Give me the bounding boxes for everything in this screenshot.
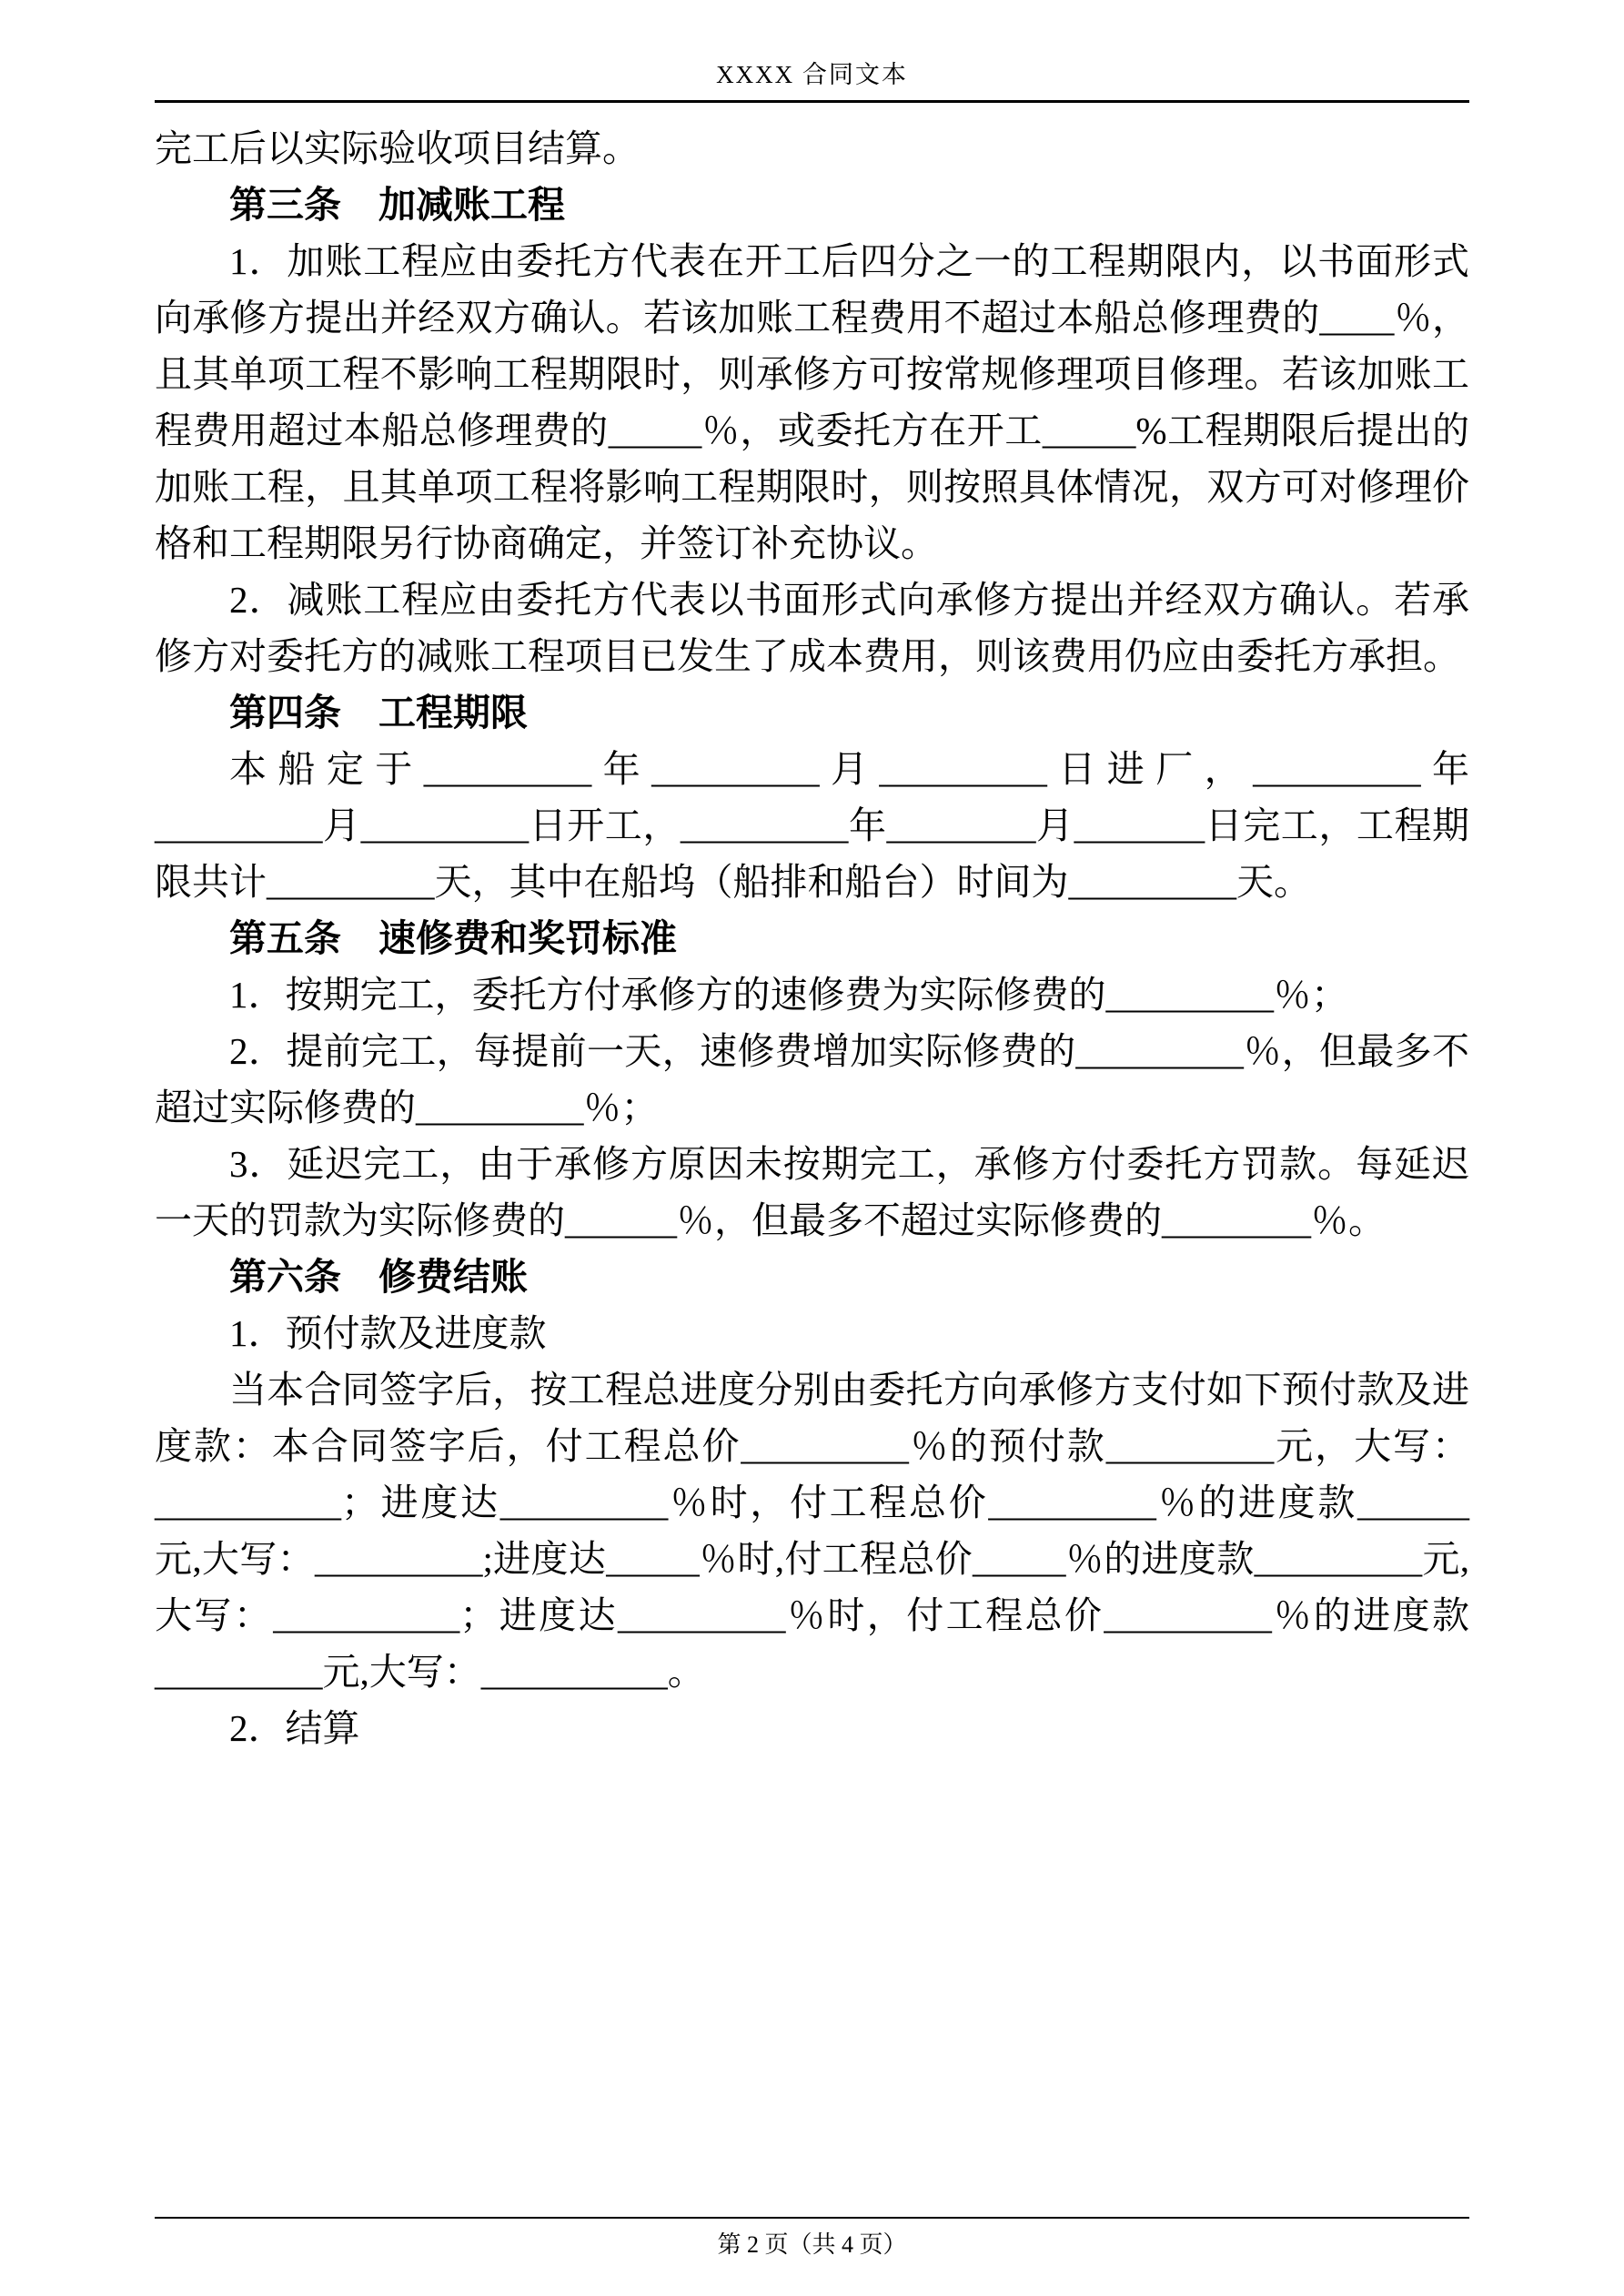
clause-6-item-1: 1．预付款及进度款 (229, 1312, 547, 1354)
clause-5-item-1: 1．按期完工，委托方付承修方的速修费为实际修费的_________％； (229, 974, 1348, 1016)
clause-5-item-3: 3．延迟完工，由于承修方原因未按期完工，承修方付委托方罚款。每延迟一天的罚款为实际修费的______％，但最多不超过实际修费的________％。 (155, 1143, 1469, 1241)
footer-divider (155, 2217, 1469, 2219)
header-divider (155, 100, 1469, 103)
clause-3-item-1: 1．加账工程应由委托方代表在开工后四分之一的工程期限内，以书面形式向承修方提出并经双方确认。若该加账工程费用不超过本船总修理费的____％，且其单项工程不影响工程期限时，则承修方可按常规修理项目修理。若该加账工程费用超过本船总修理费的_____％，或委托方在开工_____%工程期限后提出的加账工程，且其单项工程将影响工程期限时，则按照具体情况，双方可对修理价格和工程期限另行协商确定，并签订补充协议。 (155, 240, 1469, 564)
clause-3-heading: 第三条 加减账工程 (229, 184, 565, 226)
clause-4-heading: 第四条 工程期限 (229, 692, 528, 733)
page-footer (155, 2217, 1469, 2260)
document-body (155, 120, 1469, 1756)
clause-5-heading: 第五条 速修费和奖罚标准 (229, 917, 677, 959)
continuation-text: 完工后以实际验收项目结算。 (155, 127, 640, 169)
clause-6-payment-terms: 当本合同签字后，按工程总进度分别由委托方向承修方支付如下预付款及进度款：本合同签字后，付工程总价_________％的预付款_________元，大写：__________；进度达_________％时，付工程总价_________％的进度款______元,大写：_________;进度达_____％时,付工程总价_____％的进度款_________元,大写：__________；进度达_________％时，付工程总价_________％的进度款_________元,大写：__________。 (155, 1369, 1469, 1693)
clause-5-item-2: 2．提前完工，每提前一天，速修费增加实际修费的_________％，但最多不超过实际修费的_________％； (155, 1030, 1469, 1128)
clause-6-item-2: 2．结算 (229, 1707, 360, 1749)
page-header (155, 0, 1469, 103)
clause-3-item-2: 2．减账工程应由委托方代表以书面形式向承修方提出并经双方确认。若承修方对委托方的减账工程项目已发生了成本费用，则该费用仍应由委托方承担。 (155, 579, 1469, 677)
page-number: 第 2 页（共 4 页） (717, 2231, 907, 2258)
header-title: XXXX 合同文本 (716, 61, 908, 88)
clause-4-schedule-text: 本船定于_________年_________月_________日进厂，_________年_________月_________日开工，_________年________月_______日完工，工程期限共计_________天，其中在船坞（船排和船台）时间为_________天。 (155, 748, 1469, 903)
clause-6-heading: 第六条 修费结账 (229, 1256, 528, 1298)
